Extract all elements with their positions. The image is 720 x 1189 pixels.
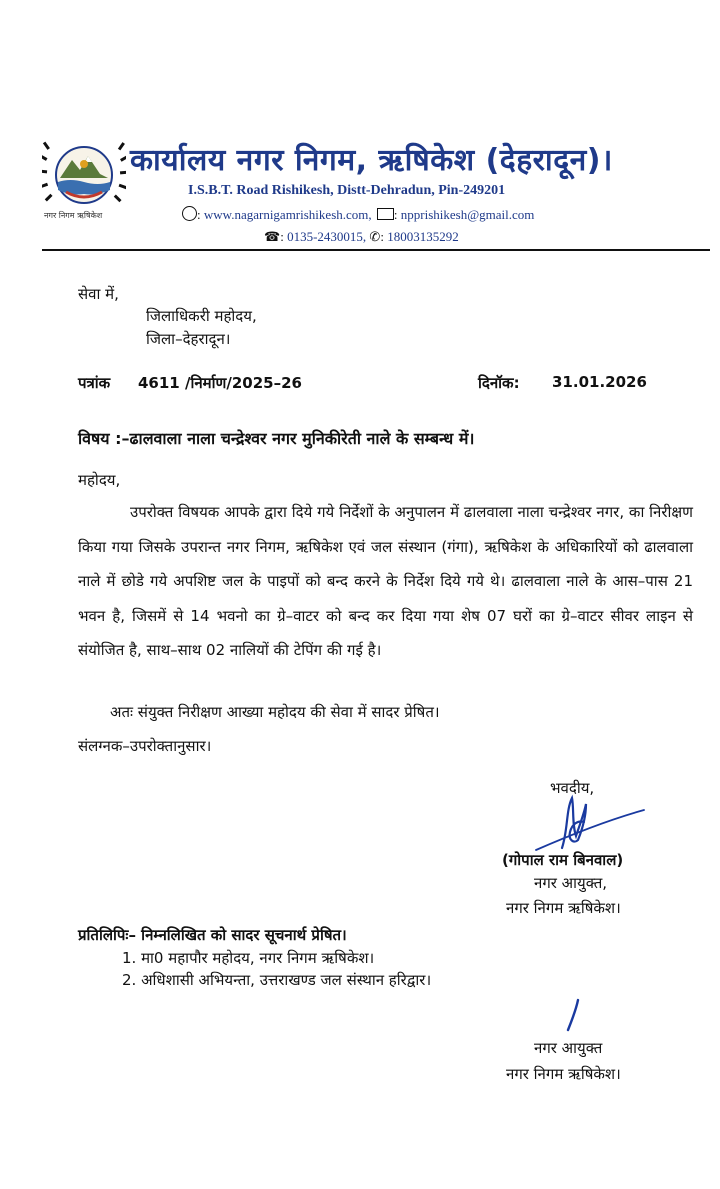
phone-icon: ☎ [264, 229, 281, 244]
signatory-office: नगर निगम ऋषिकेश। [506, 899, 621, 917]
header-divider [42, 249, 710, 251]
recipient-line-1: जिलाधिकरी महोदय, [146, 307, 257, 325]
date-label: दिनॉक: [478, 374, 520, 392]
subject-line: विषय :–ढालवाला नाला चन्द्रेश्वर नगर मुनिकीरेती नाले के सम्बन्ध में। [78, 429, 475, 448]
phone-line: ☎: 0135-2430015, ✆: 18003135292 [264, 229, 459, 244]
office-title: कार्यालय नगर निगम, ऋषिकेश (देहरादून)। [130, 143, 613, 178]
web-email-line: : www.nagarnigamrishikesh.com, : npprishikesh@gmail.com [182, 206, 534, 223]
tollfree-number: 18003135292 [387, 229, 459, 244]
website-link[interactable]: www.nagarnigamrishikesh.com, [203, 207, 372, 222]
date-value: 31.01.2026 [552, 373, 647, 391]
reference-number: 4611 /निर्माण/2025–26 [138, 374, 302, 392]
initial-mark [560, 998, 590, 1034]
recipient-line-2: जिला–देहरादून। [146, 330, 231, 348]
signatory-name: (गोपाल राम बिनवाल) [502, 851, 624, 869]
copy-heading: प्रतिलिपिः– निम्नलिखित को सादर सूचनार्थ प्रेषित। [78, 926, 347, 944]
second-designation: नगर आयुक्त [534, 1039, 603, 1057]
signatory-designation: नगर आयुक्त, [534, 874, 608, 892]
envelope-icon [377, 208, 394, 220]
second-office: नगर निगम ऋषिकेश। [506, 1065, 621, 1083]
phone-number: 0135-2430015, [287, 229, 367, 244]
email-link[interactable]: npprishikesh@gmail.com [400, 207, 535, 222]
greeting: महोदय, [78, 471, 121, 489]
globe-icon [182, 206, 197, 221]
copy-item-2: 2. अधिशासी अभियन्ता, उत्तराखण्ड जल संस्थान हरिद्वार। [122, 971, 432, 989]
copy-item-1: 1. मा0 महापौर महोदय, नगर निगम ऋषिकेश। [122, 949, 375, 967]
closing-line: अतः संयुक्त निरीक्षण आख्या महोदय की सेवा में सादर प्रेषित। [110, 703, 440, 721]
body-paragraph: उपरोक्त विषयक आपके द्वारा दिये गये निर्देशों के अनुपालन में ढालवाला नाला चन्द्रेश्वर नगर, का निरीक्षण किया गया जिसके उपरान्त नगर निगम, ऋषिकेश एवं जल संस्थान (गंगा), ऋषिकेश के अधिकारियों को ढालवाला नाले में छोडे गये अपशिष्ट जल के पाइपों को बन्द करने के निर्देश दिये गये थे। ढालवाला नाले के आस–पास 21 भवन है, जिसमें से 14 भवनो का ग्रे–वाटर को बन्द कर दिया गया शेष 07 घरों का ग्रे–वाटर सीवर लाइन से संयोजित है, साथ–साथ 02 नालियों की टेपिंग की गई है। [78, 503, 693, 659]
reference-label: पत्रांक [78, 374, 111, 392]
tollfree-icon: ✆ [369, 229, 381, 244]
enclosure-line: संलग्नक–उपरोक्तानुसार। [78, 737, 212, 755]
municipal-emblem-logo [42, 140, 126, 210]
yours-faithfully: भवदीय, [550, 779, 595, 797]
office-address: I.S.B.T. Road Rishikesh, Distt-Dehradun, Pin-249201 [188, 183, 506, 198]
logo-caption: नगर निगम ऋषिकेश [44, 211, 103, 220]
to-label: सेवा में, [78, 285, 119, 303]
